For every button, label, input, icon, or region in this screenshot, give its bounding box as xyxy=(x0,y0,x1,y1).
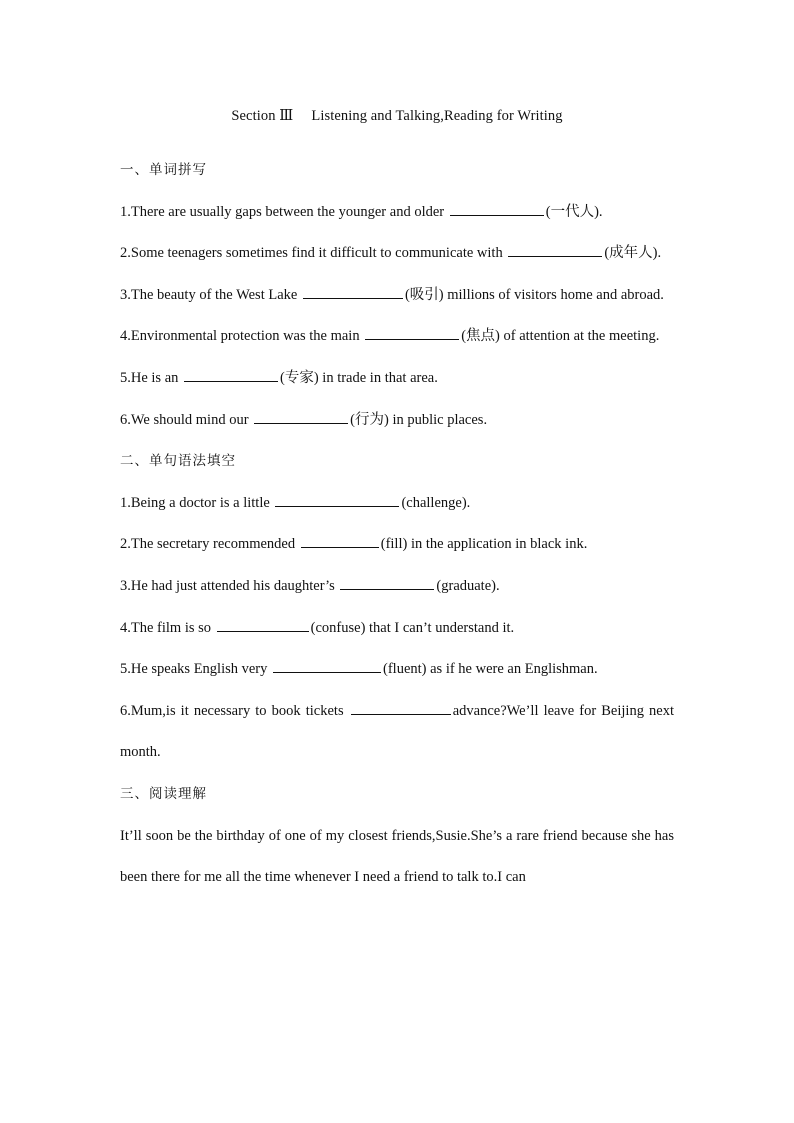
answer-blank[interactable] xyxy=(340,576,434,590)
part1-question-1 xyxy=(120,192,674,234)
question-text: He is an xyxy=(130,369,179,386)
section-title: Listening and Talking,Reading for Writing xyxy=(311,108,563,124)
question-text: Being a doctor is a little xyxy=(130,494,270,511)
question-hint: (fill) in the application in black ink. xyxy=(380,536,588,553)
part1-heading: 一、单词拼写 xyxy=(120,162,207,178)
answer-blank[interactable] xyxy=(508,243,602,257)
question-number: 5. xyxy=(120,661,131,678)
part1-question-6 xyxy=(120,400,674,442)
answer-blank[interactable] xyxy=(351,701,451,715)
question-hint: (行为) in public places. xyxy=(350,411,488,428)
part2-question-4 xyxy=(120,608,674,650)
question-text: The film is so xyxy=(130,619,212,636)
answer-blank[interactable] xyxy=(450,202,544,216)
part2-heading: 二、单句语法填空 xyxy=(120,453,236,470)
question-hint: (专家) in trade in that area. xyxy=(280,369,438,386)
part1-question-4 xyxy=(120,316,674,358)
question-text: We should mind our xyxy=(130,411,249,428)
answer-blank[interactable] xyxy=(254,410,348,424)
part1-question-3 xyxy=(120,275,674,317)
reading-passage: It’ll soon be the birthday of one of my closest friends,Susie.She’s a rare friend because she has been there for me all the time whenever I need a friend to talk to.I can xyxy=(120,827,674,886)
question-text: Mum,is it necessary to book tickets xyxy=(130,702,344,719)
question-text: He speaks English very xyxy=(130,661,268,678)
question-number: 6. xyxy=(120,702,131,719)
worksheet-content xyxy=(120,150,674,899)
part1-question-2 xyxy=(120,233,674,275)
question-text: Some teenagers sometimes find it difficult to communicate with xyxy=(130,245,503,262)
part2-question-6 xyxy=(120,691,674,774)
question-number: 4. xyxy=(120,328,131,345)
question-hint: (吸引) millions of visitors home and abroad. xyxy=(404,286,664,303)
question-hint: (confuse) that I can’t understand it. xyxy=(310,619,515,636)
part2-question-3 xyxy=(120,566,674,608)
question-number: 6. xyxy=(120,411,131,428)
question-hint: advance?We’ll leave for Beijing next month. xyxy=(120,702,674,761)
question-hint: (一代人). xyxy=(545,203,603,220)
question-hint: (fluent) as if he were an Englishman. xyxy=(383,661,598,678)
question-number: 1. xyxy=(120,203,131,220)
question-number: 5. xyxy=(120,369,131,386)
part1-question-5 xyxy=(120,358,674,400)
part2-question-2 xyxy=(120,524,674,566)
question-text: The secretary recommended xyxy=(130,536,296,553)
answer-blank[interactable] xyxy=(273,659,381,673)
question-number: 2. xyxy=(120,536,131,553)
question-hint: (焦点) of attention at the meeting. xyxy=(461,328,660,345)
question-hint: (成年人). xyxy=(604,245,662,262)
answer-blank[interactable] xyxy=(184,368,278,382)
answer-blank[interactable] xyxy=(365,326,459,340)
part2-question-1 xyxy=(120,483,674,525)
question-number: 2. xyxy=(120,245,131,262)
answer-blank[interactable] xyxy=(301,534,379,548)
part3-heading: 三、阅读理解 xyxy=(120,785,207,802)
question-hint: (challenge). xyxy=(401,494,471,511)
page-title xyxy=(0,108,794,125)
question-text: Environmental protection was the main xyxy=(130,328,360,345)
question-text: He had just attended his daughter’s xyxy=(130,577,335,594)
question-hint: (graduate). xyxy=(436,577,500,594)
question-number: 3. xyxy=(120,577,131,594)
question-number: 3. xyxy=(120,286,131,303)
answer-blank[interactable] xyxy=(303,285,403,299)
section-number: Section Ⅲ xyxy=(231,108,294,124)
question-number: 4. xyxy=(120,619,131,636)
part2-question-5 xyxy=(120,649,674,691)
question-text: The beauty of the West Lake xyxy=(130,286,298,303)
question-number: 1. xyxy=(120,494,131,511)
question-text: There are usually gaps between the younger and older xyxy=(130,203,445,220)
answer-blank[interactable] xyxy=(275,493,399,507)
answer-blank[interactable] xyxy=(217,618,309,632)
